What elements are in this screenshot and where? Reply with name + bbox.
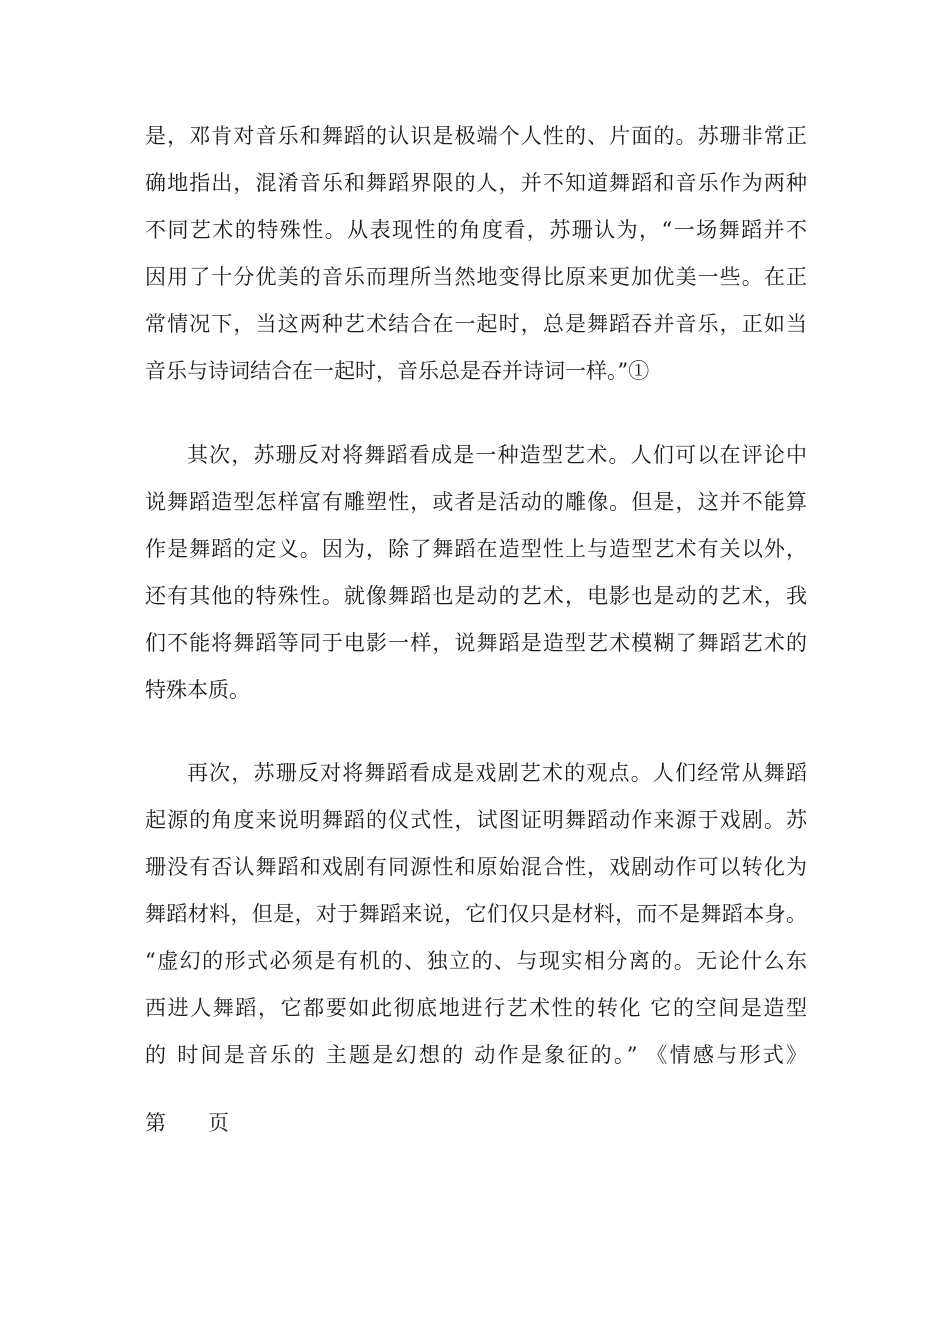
paragraph-line: 再次，苏珊反对将舞蹈看成是戏剧艺术的观点。人们经常从舞蹈: [187, 761, 807, 785]
paragraph-line: 不同艺术的特殊性。从表现性的角度看，苏珊认为，“一场舞蹈并不: [145, 218, 807, 242]
paragraph-line: 舞蹈材料，但是，对于舞蹈来说，它们仅只是材料，而不是舞蹈本身。: [145, 902, 807, 926]
paragraph-line: 起源的角度来说明舞蹈的仪式性，试图证明舞蹈动作来源于戏剧。苏: [145, 808, 807, 832]
paragraph-line: 珊没有否认舞蹈和戏剧有同源性和原始混合性，戏剧动作可以转化为: [145, 855, 807, 879]
page-footer: [145, 1108, 285, 1138]
paragraph-line: 音乐与诗词结合在一起时，音乐总是吞并诗词一样。”①: [145, 359, 650, 383]
paragraph-line: 特殊本质。: [145, 678, 250, 702]
paragraph-line: 还有其他的特殊性。就像舞蹈也是动的艺术，电影也是动的艺术，我: [145, 584, 807, 608]
paragraph-line: 的 时间是音乐的 主题是幻想的 动作是象征的。” 《情感与形式》: [145, 1043, 807, 1067]
paragraph-line: 因用了十分优美的音乐而理所当然地变得比原来更加优美一些。在正: [145, 265, 807, 289]
footer-ye: 页: [208, 1111, 229, 1135]
paragraph-line: 其次，苏珊反对将舞蹈看成是一种造型艺术。人们可以在评论中: [187, 443, 807, 467]
paragraph-line: “虚幻的形式必须是有机的、独立的、与现实相分离的。无论什么东: [145, 949, 807, 973]
paragraph-line: 是，邓肯对音乐和舞蹈的认识是极端个人性的、片面的。苏珊非常正: [145, 124, 807, 148]
paragraph-line: 们不能将舞蹈等同于电影一样，说舞蹈是造型艺术模糊了舞蹈艺术的: [145, 631, 807, 655]
paragraph-line: 作是舞蹈的定义。因为，除了舞蹈在造型性上与造型艺术有关以外，: [145, 537, 807, 561]
footer-di: 第: [145, 1111, 166, 1135]
paragraph-line: 说舞蹈造型怎样富有雕塑性，或者是活动的雕像。但是，这并不能算: [145, 490, 807, 514]
paragraph-line: 常情况下，当这两种艺术结合在一起时，总是舞蹈吞并音乐，正如当: [145, 312, 807, 336]
paragraph-line: 西进人舞蹈，它都要如此彻底地进行艺术性的转化 它的空间是造型: [145, 996, 807, 1020]
paragraph-line: 确地指出，混淆音乐和舞蹈界限的人，并不知道舞蹈和音乐作为两种: [145, 171, 807, 195]
